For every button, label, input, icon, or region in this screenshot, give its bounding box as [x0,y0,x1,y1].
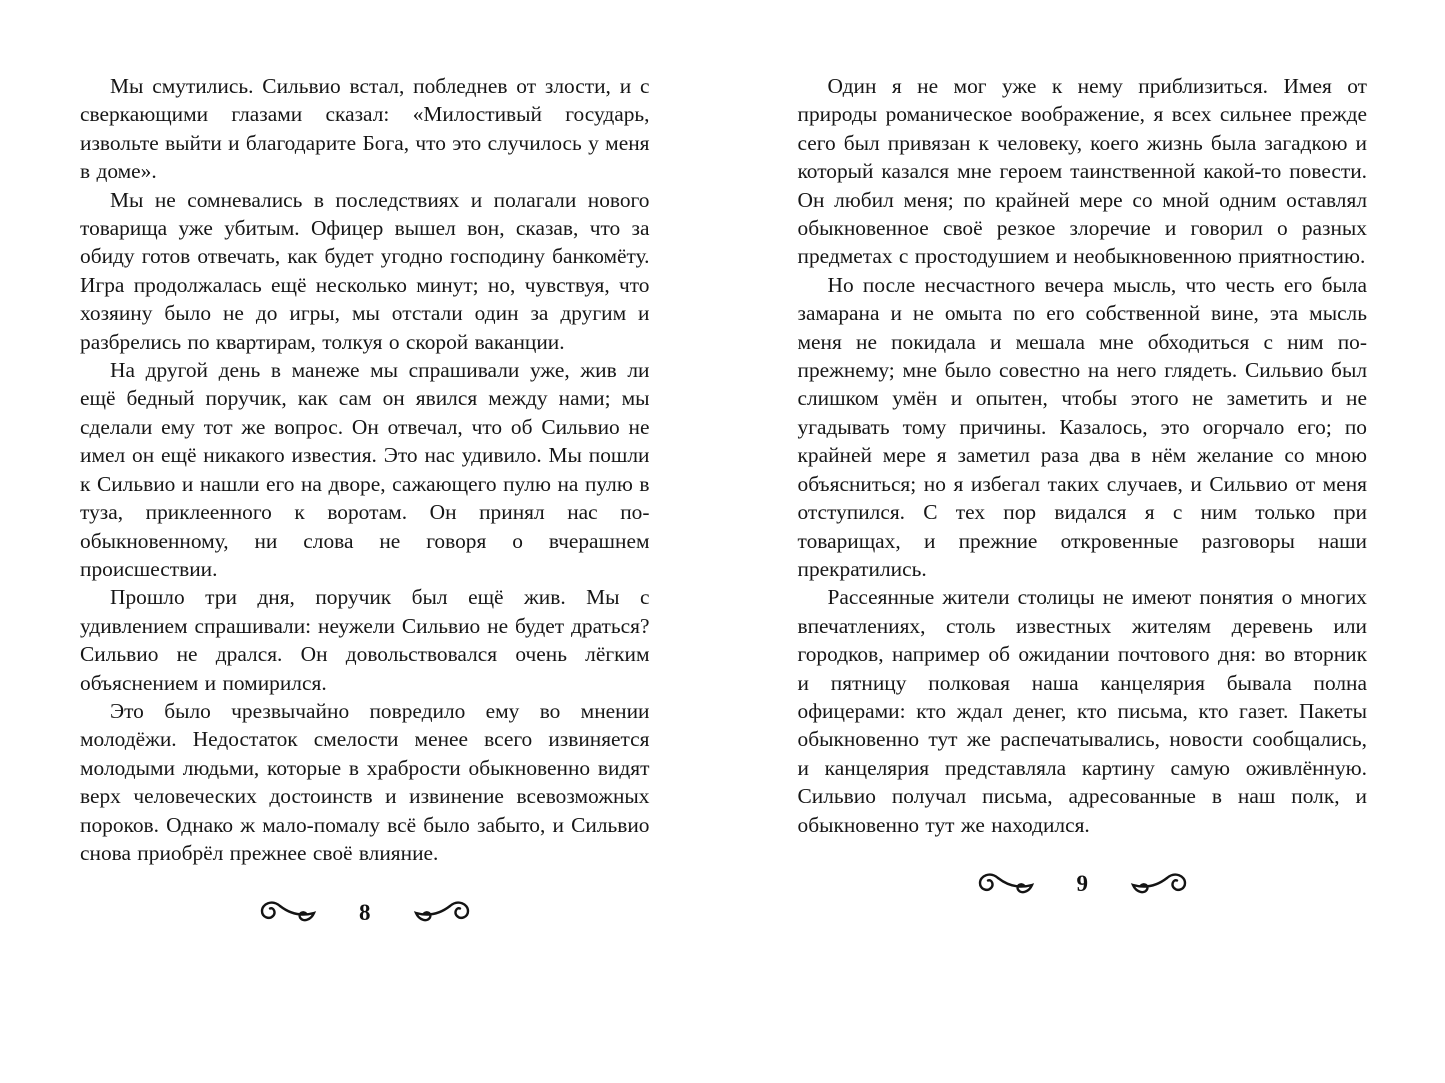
page-left [80,72,650,1083]
paragraph: Это было чрезвычайно повредило ему во мнении молодёжи. Недостаток смелости менее всего извиняется молодыми людьми, которые в храбрости обыкновенно видят верх человеческих достоинств и извинение всевозможных пороков. Однако ж мало-помалу всё было забыто, и Сильвио снова приобрёл прежнее своё влияние. [80,698,650,865]
paragraph: Один я не мог уже к нему приблизиться. Имея от природы романическое воображение, я всех сильнее прежде сего был привязан к человеку, коего жизнь была загадкою и который казался мне героем таинственной какой-то повести. Он любил меня; по крайней мере со мной одним оставлял обыкновенное своё резкое злоречие и говорил о разных предметах с простодушием и необыкновенною приятностию. [797,74,1367,269]
paragraph: Рассеянные жители столицы не имеют понятия о многих впечатлениях, столь известных жителям деревень или городков, например об ожидании почтового дня: во вторник и пятницу полковая наша канцелярия бывала полна офицерами: кто ждал денег, кто письма, кто газет. Пакеты обыкновенно тут же распечатывались, новости сообщались, и канцелярия представляла картину самую оживлённую. Сильвио получал письма, адресованные в наш полк, и обыкновенно тут же находился. [797,585,1367,837]
page-number: 8 [359,899,371,925]
page-footer-left [80,895,650,929]
paragraph: На другой день в манеже мы спрашивали уже, жив ли ещё бедный поручик, как сам он явился между нами; мы сделали ему тот же вопрос. Он отвечал, что об Сильвио не имел он ещё никакого известия. Это нас удивило. Мы пошли к Сильвио и нашли его на дворе, сажающего пулю на пулю в туза, приклеенного к воротам. Он принял нас по-обыкновенному, ни слова не говоря о вчерашнем происшествии. [80,358,650,581]
page-number: 9 [1076,871,1088,897]
page-left-text [80,72,650,867]
flourish-right-icon [413,900,471,924]
page-footer-right [798,867,1368,901]
page-right [798,72,1368,1083]
paragraph: Прошло три дня, поручик был ещё жив. Мы с удивлением спрашивали: неужели Сильвио не будет драться? Сильвио не дрался. Он довольствовался очень лёгким объяснением и помирился. [80,585,650,695]
paragraph: Мы не сомневались в последствиях и полагали нового товарища уже убитым. Офицер вышел вон, сказав, что за обиду готов отвечать, как будет угодно господину банкомёту. Игра продолжалась ещё несколько минут; но, чувствуя, что хозяину было не до игры, мы отстали один за другим и разбрелись по квартирам, толкуя о скорой ваканции. [80,187,650,354]
flourish-left-icon [977,872,1035,896]
page-right-text [798,72,1368,839]
flourish-left-icon [259,900,317,924]
paragraph: Но после несчастного вечера мысль, что честь его была замарана и не омыта по его собственной вине, эта мысль меня не покидала и мешала мне обходиться с ним по-прежнему; мне было совестно на него глядеть. Сильвио был слишком умён и опытен, чтобы этого не заметить и не угадывать тому причины. Казалось, это огорчало его; по крайней мере я заметил раза два в нём желание со мною объясниться; но я избегал таких случаев, и Сильвио от меня отступился. С тех пор видался я с ним только при товарищах, и прежние откровенные разговоры наши прекратились. [797,272,1367,581]
paragraph: Мы смутились. Сильвио встал, побледнев от злости, и с сверкающими глазами сказал: «Милостивый государь, извольте выйти и благодарите Бога, что это случилось у меня в доме». [80,74,650,184]
flourish-right-icon [1130,872,1188,896]
